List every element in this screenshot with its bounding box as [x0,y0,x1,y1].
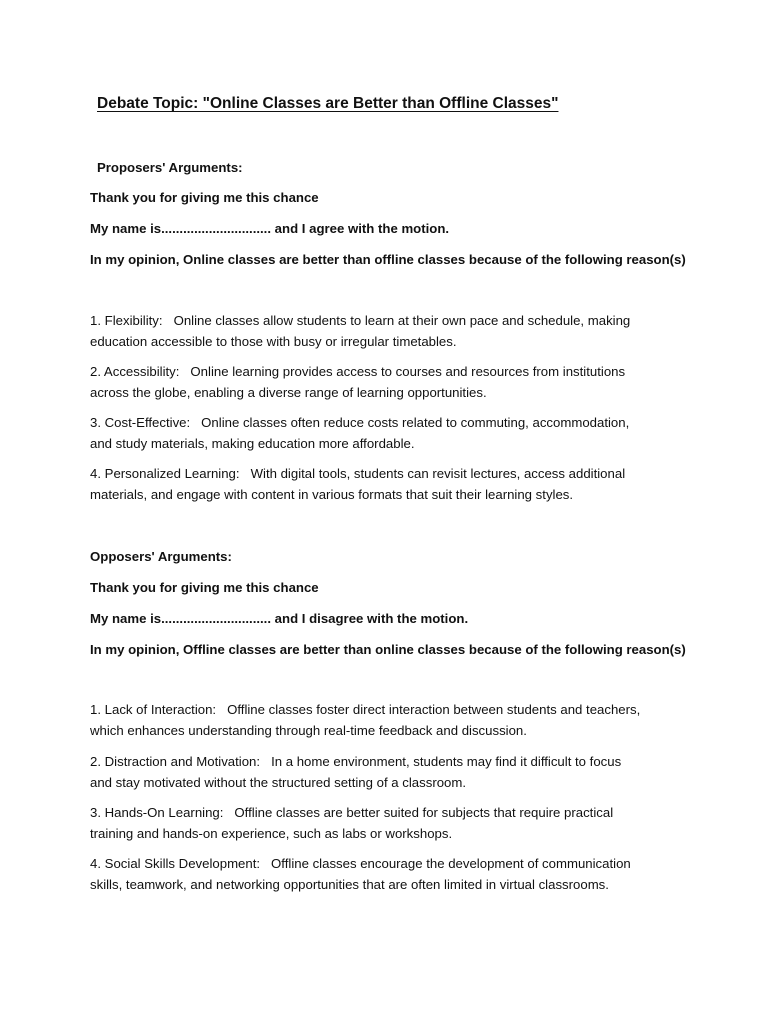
proposers-name-line: My name is.............................. and I agree with the motion. [90,221,450,236]
point-label: 3. Hands-On Learning: [90,805,224,820]
proposers-point-4 [90,464,690,505]
opposers-point-2 [90,752,690,793]
opposers-point-1 [90,700,690,741]
point-label: 2. Distraction and Motivation: [90,754,261,769]
point-text-cont: training and hands-on experience, such as labs or workshops. [90,825,453,841]
proposers-point-3 [90,413,690,454]
opposers-thanks: Thank you for giving me this chance [90,580,319,595]
opposers-opinion: In my opinion, Offline classes are better than online classes because of the following reason(s) [90,642,686,657]
point-label: 3. Cost-Effective: [90,415,191,430]
proposers-point-1 [90,311,690,352]
point-label: 4. Personalized Learning: [90,466,240,481]
point-label: 4. Social Skills Development: [90,856,261,871]
opposers-name-line: My name is.............................. and I disagree with the motion. [90,611,469,626]
point-text-cont: and stay motivated without the structured setting of a classroom. [90,774,467,790]
point-text: Offline classes are better suited for subjects that require practical [234,805,614,820]
point-text: Online classes often reduce costs related to commuting, accommodation, [201,415,630,430]
point-text-cont: across the globe, enabling a diverse range of learning opportunities. [90,384,487,400]
point-text: Online classes allow students to learn at their own pace and schedule, making [173,313,631,328]
point-text: Offline classes encourage the development of communication [271,856,631,871]
point-label: 2. Accessibility: [90,364,180,379]
point-label: 1. Lack of Interaction: [90,702,217,717]
proposers-opinion: In my opinion, Online classes are better than offline classes because of the following reason(s) [90,252,686,267]
point-text-cont: which enhances understanding through real-time feedback and discussion. [90,722,527,738]
proposers-heading: Proposers' Arguments: [97,160,243,175]
debate-title: Debate Topic: "Online Classes are Better than Offline Classes" [97,95,559,112]
opposers-point-3 [90,803,690,844]
point-text-cont: education accessible to those with busy or irregular timetables. [90,333,457,349]
point-text: With digital tools, students can revisit lectures, access additional [250,466,626,481]
point-text-cont: and study materials, making education more affordable. [90,435,415,451]
proposers-point-2 [90,362,690,403]
point-label: 1. Flexibility: [90,313,163,328]
point-text-cont: materials, and engage with content in various formats that suit their learning styles. [90,486,574,502]
point-text: In a home environment, students may find it difficult to focus [271,754,622,769]
point-text: Online learning provides access to courses and resources from institutions [190,364,626,379]
point-text: Offline classes foster direct interaction between students and teachers, [227,702,641,717]
opposers-point-4 [90,854,690,895]
opposers-heading: Opposers' Arguments: [90,549,232,564]
proposers-thanks: Thank you for giving me this chance [90,190,319,205]
point-text-cont: skills, teamwork, and networking opportunities that are often limited in virtual classrooms. [90,876,609,892]
